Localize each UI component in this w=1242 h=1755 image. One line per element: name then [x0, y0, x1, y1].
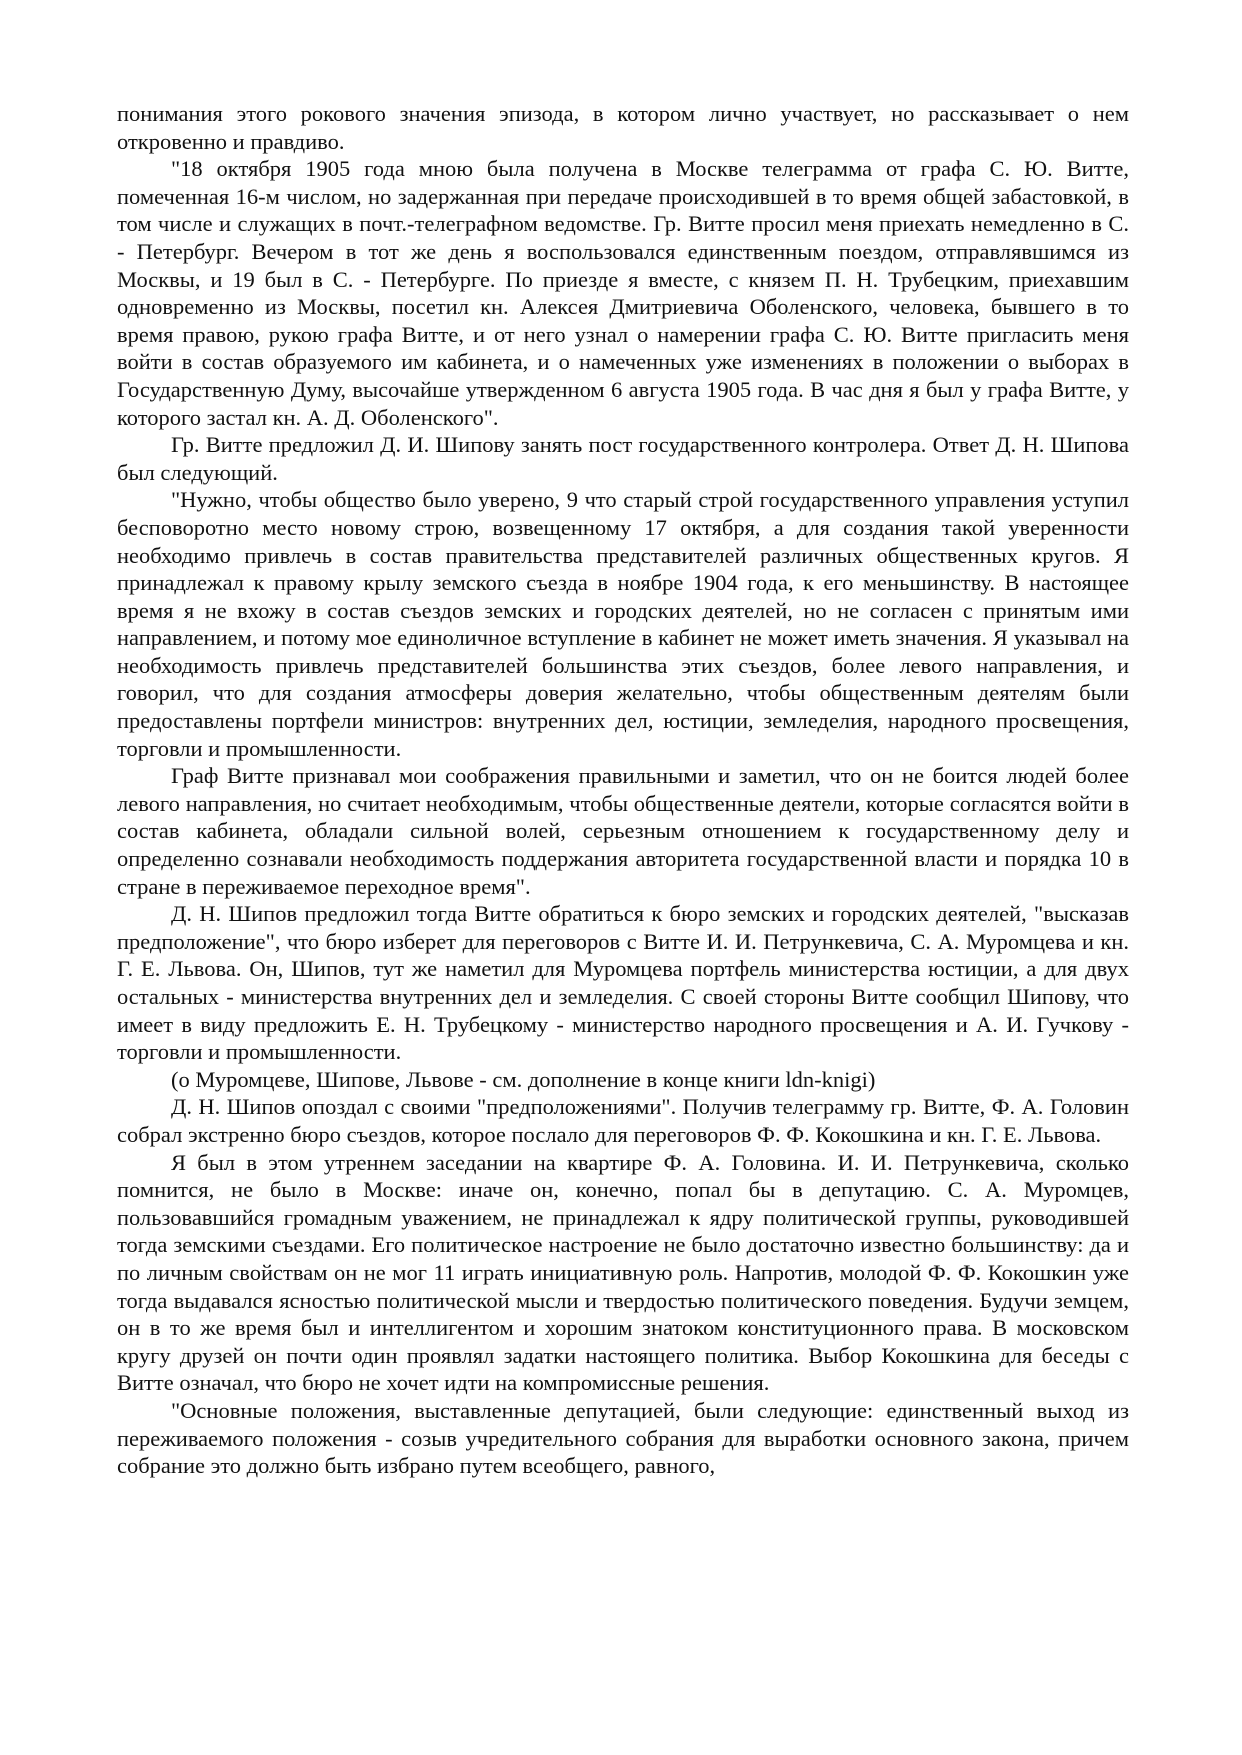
- paragraph-deputation-positions: "Основные положения, выставленные депутацией, были следующие: единственный выход из переживаемого положения - созыв учредительного собрания для выработки основного закона, причем собрание это должно быть избрано путем всеобщего, равного,: [117, 1397, 1129, 1479]
- paragraph-shipov-late: Д. Н. Шипов опоздал с своими "предположениями". Получив телеграмму гр. Витте, Ф. А. Головин собрал экстренно бюро съездов, которое послало для переговоров Ф. Ф. Кокошкина и кн. Г. Е. Львова.: [117, 1094, 1129, 1147]
- paragraph-morning-meeting: Я был в этом утреннем заседании на квартире Ф. А. Головина. И. И. Петрункевича, сколько помнится, не было в Москве: иначе он, конечно, попал бы в депутацию. С. А. Муромцев, пользовавшийся громадным уважением, не принадлежал к ядру политической группы, руководившей тогда земскими съездами. Его политическое настроение не было достаточно известно большинству: да и по личным свойствам он не мог 11 играть инициативную роль. Напротив, молодой Ф. Ф. Кокошкин уже тогда выдавался ясностью политической мысли и твердостью политического поведения. Будучи земцем, он в то же время был и интеллигентом и хорошим знатоком конституционного права. В московском кругу друзей он почти один проявлял задатки настоящего политика. Выбор Кокошкина для беседы с Витте означал, что бюро не хочет идти на компромиссные решения.: [117, 1149, 1129, 1396]
- paragraph-editor-note: (о Муромцеве, Шипове, Львове - см. дополнение в конце книги ldn-knigi): [171, 1066, 876, 1092]
- paragraph-shipov-answer: "Нужно, чтобы общество было уверено, 9 что старый строй государственного управления уступил бесповоротно место новому строю, возвещенному 17 октября, а для создания такой уверенности необходимо привлечь в состав правительства представителей различных общественных кругов. Я принадлежал к правому крылу земского съезда в ноябре 1904 года, к его меньшинству. В настоящее время я не вхожу в состав съездов земских и городских деятелей, но не согласен с принятым ими направлением, и потому мое единоличное вступление в кабинет не может иметь значения. Я указывал на необходимость привлечь представителей большинства этих съездов, более левого направления, и говорил, что для создания атмосферы доверия желательно, чтобы общественным деятелям были предоставлены портфели министров: внутренних дел, юстиции, земледелия, народного просвещения, торговли и промышленности.: [117, 487, 1129, 761]
- paragraph-witte-response: Граф Витте признавал мои соображения правильными и заметил, что он не боится людей более левого направления, но считает необходимым, чтобы общественные деятели, которые согласятся войти в состав кабинета, обладали сильной волей, серьезным отношением к государственному делу и определенно сознавали необходимость поддержания авторитета государственной власти и порядка 10 в стране в переживаемое переходное время".: [117, 763, 1129, 899]
- paragraph-witte-offer: Гр. Витте предложил Д. И. Шипову занять пост государственного контролера. Ответ Д. Н. Шипова был следующий.: [117, 432, 1129, 485]
- paragraph-shipov-proposal: Д. Н. Шипов предложил тогда Витте обратиться к бюро земских и городских деятелей, "высказав предположение", что бюро изберет для переговоров с Витте И. И. Петрункевича, С. А. Муромцева и кн. Г. Е. Львова. Он, Шипов, тут же наметил для Муромцева портфель министерства юстиции, а для двух остальных - министерства внутренних дел и земледелия. С своей стороны Витте сообщил Шипову, что имеет в виду предложить Е. Н. Трубецкому - министерство народного просвещения и А. И. Гучкову - торговли и промышленности.: [117, 901, 1129, 1065]
- document-page: [117, 100, 1129, 1480]
- paragraph-continuation: понимания этого рокового значения эпизода, в котором лично участвует, но рассказывает о нем откровенно и правдиво.: [117, 101, 1129, 154]
- paragraph-telegram-quote: "18 октября 1905 года мною была получена в Москве телеграмма от графа С. Ю. Витте, помеченная 16-м числом, но задержанная при передаче происходившей в то время общей забастовкой, в том числе и служащих в почт.-телеграфном ведомстве. Гр. Витте просил меня приехать немедленно в С. - Петербург. Вечером в тот же день я воспользовался единственным поездом, отправлявшимся из Москвы, и 19 был в С. - Петербурге. По приезде я вместе, с князем П. Н. Трубецким, приехавшим одновременно из Москвы, посетил кн. Алексея Дмитриевича Оболенского, человека, бывшего в то время правою, рукою графа Витте, и от него узнал о намерении графа С. Ю. Витте пригласить меня войти в состав образуемого им кабинета, и о намеченных уже изменениях в положении о выборах в Государственную Думу, высочайше утвержденном 6 августа 1905 года. В час дня я был у графа Витте, у которого застал кн. А. Д. Оболенского".: [117, 156, 1129, 430]
